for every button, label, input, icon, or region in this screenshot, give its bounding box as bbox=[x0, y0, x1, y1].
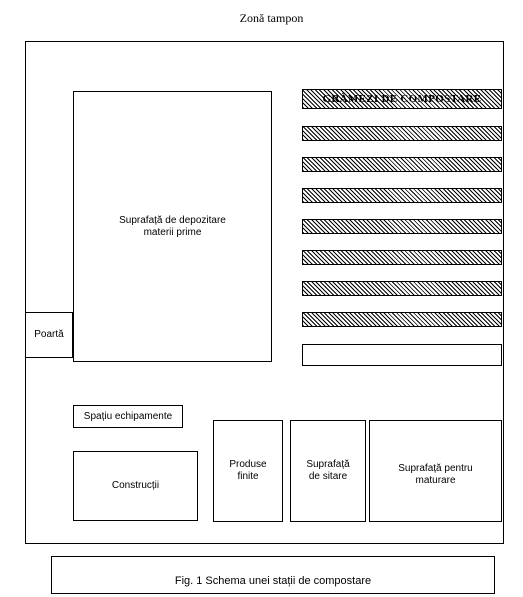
screening-area: Suprafață de sitare bbox=[290, 420, 366, 522]
storage-area: Suprafață de depozitare materii prime bbox=[73, 91, 272, 362]
compost-pile bbox=[302, 188, 502, 203]
compost-piles-label: GRĂMEZI DE COMPOSTARE bbox=[322, 93, 482, 105]
figure-caption bbox=[51, 556, 495, 594]
compost-pile bbox=[302, 219, 502, 234]
empty-pile-slot bbox=[302, 344, 502, 366]
maturation-area bbox=[369, 420, 502, 522]
compost-pile bbox=[302, 126, 502, 141]
buffer-zone-label: Zonă tampon bbox=[239, 10, 304, 25]
finished-products: Produse finite bbox=[213, 420, 283, 522]
equipment-space: Spațiu echipamente bbox=[73, 405, 183, 428]
gate: Poartă bbox=[25, 312, 73, 358]
maturation-area-label: Suprafață pentru maturare bbox=[398, 463, 473, 486]
buildings: Construcții bbox=[73, 451, 198, 521]
figure-caption-text: Fig. 1 Schema unei stații de compostare bbox=[174, 575, 372, 587]
compost-pile bbox=[302, 250, 502, 265]
compost-pile bbox=[302, 281, 502, 296]
compost-pile bbox=[302, 157, 502, 172]
compost-pile bbox=[302, 312, 502, 327]
